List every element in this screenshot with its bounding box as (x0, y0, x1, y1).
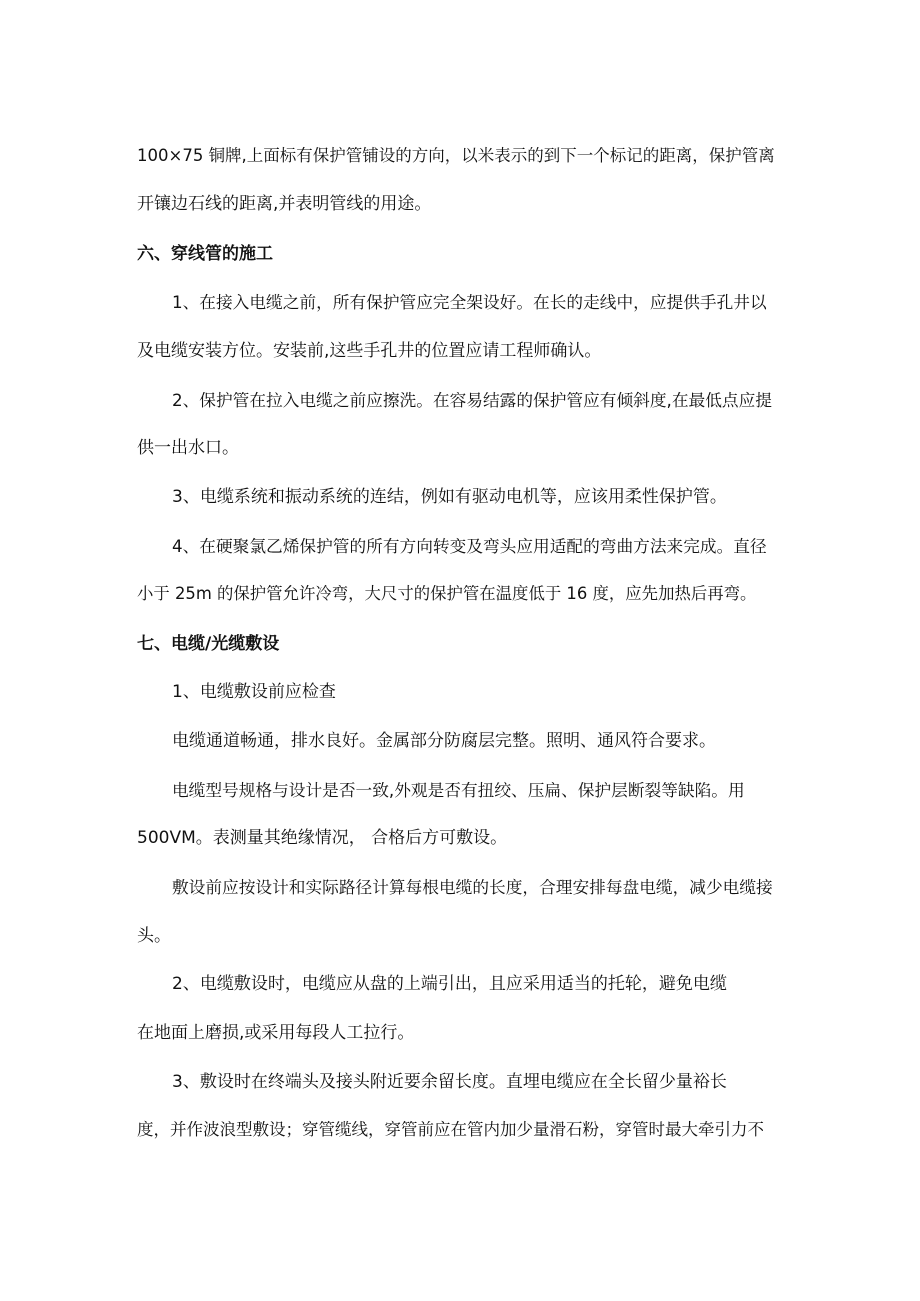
body-text-line: 及电缆安装方位。安装前,这些手孔井的位置应请工程师确认。 (137, 341, 602, 361)
body-text-line: 开镶边石线的距离,并表明管线的用途。 (137, 194, 432, 214)
body-text-line: 100×75 铜牌,上面标有保护管铺设的方向，以米表示的到下一个标记的距离，保护管离 (137, 146, 775, 165)
body-text-line: 500VM。表测量其绝缘情况， 合格后方可敷设。 (137, 828, 508, 848)
body-text-line: 头。 (137, 926, 171, 946)
body-text-line: 供一出水口。 (137, 438, 239, 458)
body-text-line: 电缆型号规格与设计是否一致,外观是否有扭绞、压扁、保护层断裂等缺陷。用 (172, 780, 745, 800)
body-text-line: 3、电缆系统和振动系统的连结，例如有驱动电机等，应该用柔性保护管。 (172, 487, 727, 507)
body-text-line: 度，并作波浪型敷设；穿管缆线，穿管前应在管内加少量滑石粉，穿管时最大牵引力不 (137, 1120, 764, 1139)
section-heading-6: 六、穿线管的施工 (137, 244, 273, 264)
body-text-line: 4、在硬聚氯乙烯保护管的所有方向转变及弯头应用适配的弯曲方法来完成。直径 (172, 536, 767, 556)
body-text-line: 敷设前应按设计和实际路径计算每根电缆的长度，合理安排每盘电缆，减少电缆接 (172, 877, 773, 897)
body-text-line: 2、电缆敷设时，电缆应从盘的上端引出，且应采用适当的托轮，避免电缆 (172, 974, 727, 994)
body-text-line: 在地面上磨损,或采用每段人工拉行。 (137, 1023, 415, 1043)
body-text-line: 小于 25m 的保护管允许冷弯，大尺寸的保护管在温度低于 16 度，应先加热后再弯。 (137, 584, 757, 603)
body-text-line: 2、保护管在拉入电缆之前应擦洗。在容易结露的保护管应有倾斜度,在最低点应提 (172, 390, 772, 410)
body-text-line: 电缆通道畅通，排水良好。金属部分防腐层完整。照明、通风符合要求。 (172, 731, 716, 751)
body-text-line: 3、敷设时在终端头及接头附近要余留长度。直埋电缆应在全长留少量裕长 (172, 1072, 727, 1092)
section-heading-7: 七、电缆/光缆敷设 (137, 634, 280, 654)
body-text-line: 1、在接入电缆之前，所有保护管应完全架设好。在长的走线中，应提供手孔井以 (172, 292, 767, 312)
body-text-line: 1、电缆敷设前应检查 (172, 682, 336, 702)
